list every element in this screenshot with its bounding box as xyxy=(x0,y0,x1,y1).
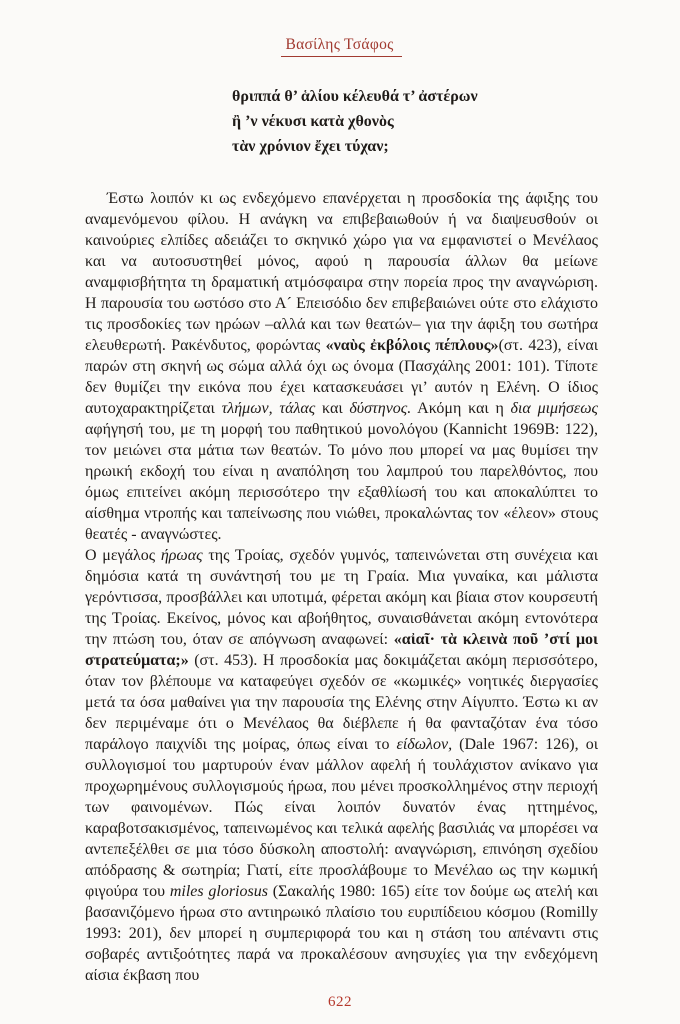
text-run: Έστω λοιπόν κι ως ενδεχόμενο επανέρχεται η προσδοκία της άφιξης του αναμενόμενου φίλου. Η ανάγκη να επιβεβαιωθούν ή να διαψευσθούν οι καινούριες ελπίδες αδειάζει το σκηνικό χώρο για να εμφανιστεί ο Μενέλαος και να αυτοσυστηθεί μόνος, αφού η παρουσία άλλων θα μείωνε αναμφισβήτητα τη δραματική ατμόσφαιρα στην πορεία προς την αναγνώριση. Η παρουσία του ωστόσο στο Α´ Επεισόδιο δεν επιβεβαιώνει ούτε στο ελάχιστο τις προσδοκίες των ηρώων –αλλά και των θεατών– για την άφιξη του σωτήρα ελευθερωτή. Ρακένδυτος, φορώντας xyxy=(85,190,598,354)
quote-bold: «αἰαῖ· τὰ κλεινὰ ποῦ ’στί μοι στρατεύματα;» xyxy=(85,631,599,669)
term-italic: δύστηνος. xyxy=(349,400,412,417)
text-run: (στ. 453). Η προσδοκία μας δοκιμάζεται ακόμη περισσότερο, όταν τον βλέπουμε να καταφεύγει σχεδόν σε «κωμικές» νοητικές διεργασίες μετά τα όσα μαθαίνει για την παρουσία της Ελένης στην Αίγυπτο. Έστω κι αν δεν περιμέναμε ότι ο Μενέλαος θα διέβλεπε ή θα φανταζόταν ένα τόσο παράλογο παιχνίδι της μοίρας, όπως είναι το xyxy=(85,652,598,753)
author-name: Βασίλης Τσάφος xyxy=(281,36,401,57)
body-text xyxy=(85,188,598,986)
text-run: αφήγησή του, με τη μορφή του παθητικού μονολόγου (Kannicht 1969B: 122), τον μειώνει στα μάτια των θεατών. Το μόνο που μπορεί να μας θυμίσει την ηρωική εκδοχή του είναι η αναπόληση του λαμπρού του παρελθόντος, που όμως επιτείνει ακόμη περισσότερο την εξαθλίωσή του και αποκαλύπτει το αίσθημα ντροπής και ταπείνωσης που νιώθει, προκαλώντας τον «έλεον» στους θεατές - αναγνώστες. xyxy=(85,421,598,543)
text-run: και xyxy=(315,400,350,417)
text-run: (Σακαλής 1980: 165) είτε τον δούμε ως ατελή και βασανιζόμενο ήρωα στο αντιηρωικό πλαίσιο του ευριπίδειου κόσμου (Romilly 1993: 201), δεν μπορεί η συμπεριφορά του και η στάση του απέναντι στις σοβαρές αντιξοότητες παρά να προκαλέσουν ανησυχίες για την ενδεχόμενη αίσια έκβαση που xyxy=(85,883,599,984)
term-italic: miles gloriosus xyxy=(169,883,268,900)
poem-line: ἢ ’ν νέκυσι κατὰ χθονὸς xyxy=(232,113,394,130)
running-header xyxy=(85,36,598,57)
epigraph-poem xyxy=(232,84,598,159)
text-run: Ακόμη και η xyxy=(411,400,511,417)
page-number: 622 xyxy=(328,994,352,1010)
quote-bold: «ναὺς ἐκβόλοις πέπλους» xyxy=(325,337,499,354)
term-italic: τλήμων, τάλας xyxy=(221,400,316,417)
text-run: Ο μεγάλος xyxy=(85,547,161,564)
text-run: της Τροίας, σχεδόν γυμνός, ταπεινώνεται στη συνέχεια και δημόσια κατά τη συνάντησή του με τη Γραία. Μια γυναίκα, και μάλιστα γερόντισσα, προσβάλλει και υποτιμά, φέρεται ακόμη και βίαια στον κουρσευτή της Τροίας. Εκείνος, μόνος και αβοήθητος, συναισθάνεται ακόμη εντονότερα την πτώση του, όταν σε απόγνωση αναφωνεί: xyxy=(85,547,598,648)
poem-line: θριππά θ’ ἁλίου κέλευθά τ’ ἀστέρων xyxy=(232,88,478,105)
term-italic: είδωλον, xyxy=(396,736,453,753)
paragraph xyxy=(85,545,598,986)
term-italic: δια μιμήσεως xyxy=(510,400,598,417)
term-italic: ήρωας xyxy=(160,547,203,564)
paragraph xyxy=(85,188,598,545)
text-run: (Dale 1967: 126), οι συλλογισμοί του μαρτυρούν έναν μάλλον αφελή ή τουλάχιστον ανίκανο για προχωρημένους συλλογισμούς ήρωα, που μένει προσκολλημένος στην περιοχή των φαινομένων. Πώς είναι λοιπόν δυνατόν ένας ηττημένος, καραβοτσακισμένος, ταπεινωμένος και τελικά αφελής βασιλιάς να μπορέσει να αντεπεξέλθει σε μια τόσο δύσκολη αποστολή: αναγνώριση, επινόηση σχεδίου απόδρασης & σωτηρία; Γιατί, είτε προσλάβουμε το Μενέλαο ως την κωμική φιγούρα του xyxy=(85,736,599,900)
page-footer xyxy=(0,993,680,1011)
text-run: (στ. 423), είναι παρών στη σκηνή ως σώμα αλλά όχι ως όνομα (Πασχάλης 2001: 101). Τίποτε δεν θυμίζει την εικόνα που έχει κατασκευάσει γι’ αυτόν η Ελένη. Ο ίδιος αυτοχαρακτηρίζεται xyxy=(85,337,598,417)
poem-line: τὰν χρόνιον ἔχει τύχαν; xyxy=(232,138,389,155)
